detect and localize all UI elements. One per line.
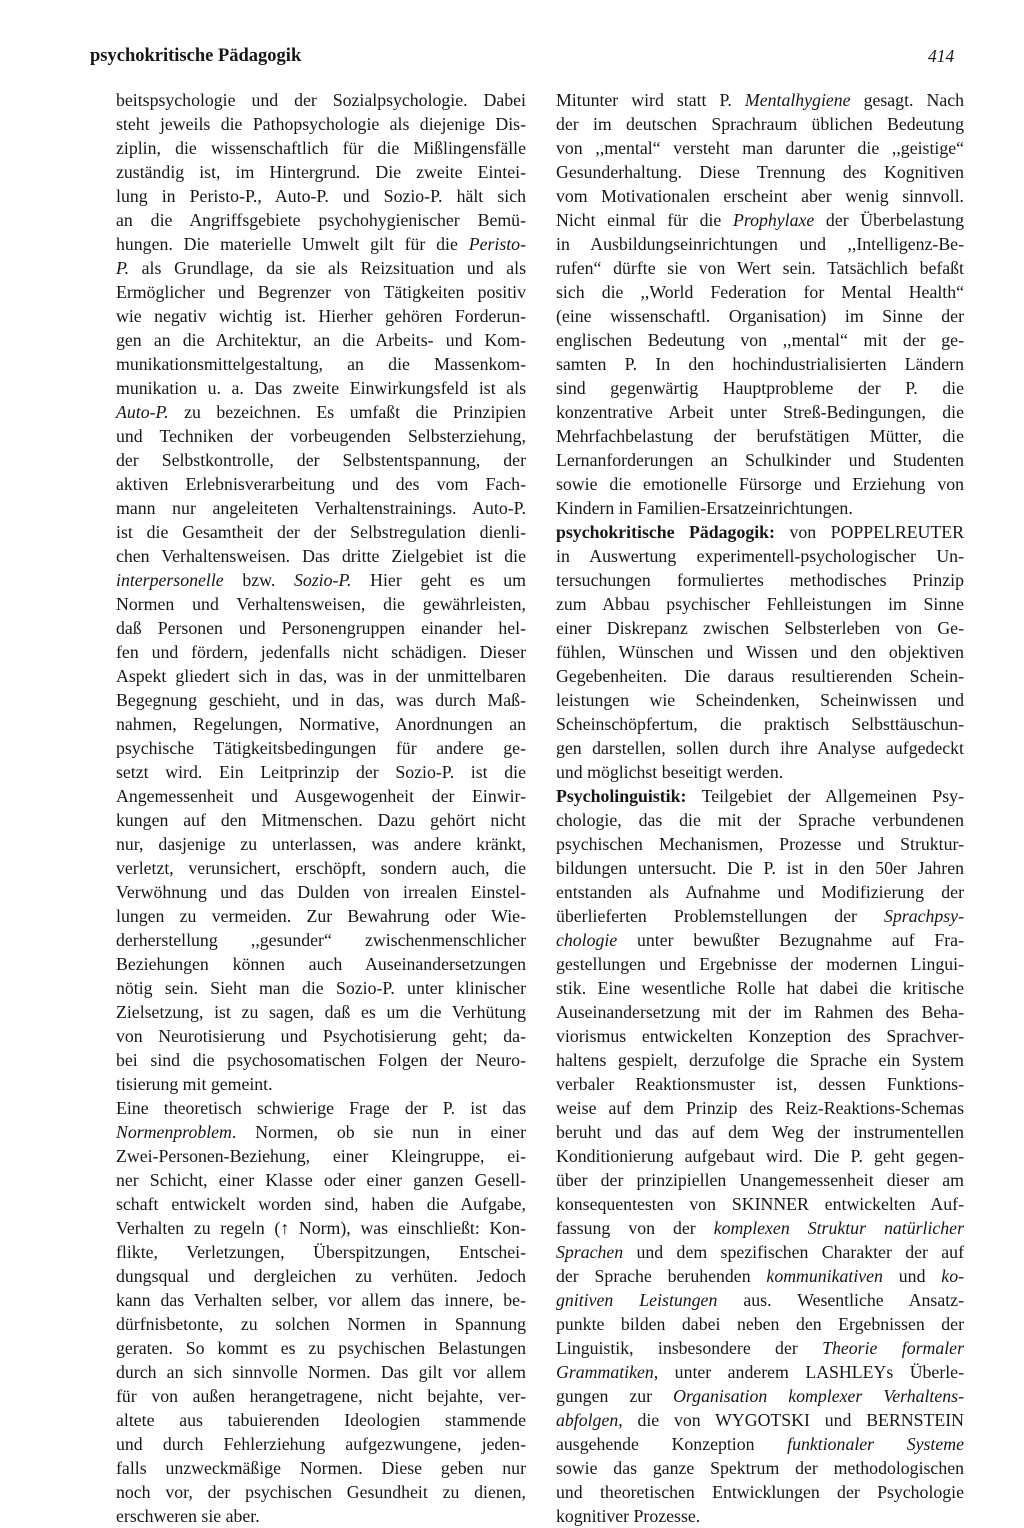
- text-line: [116, 136, 526, 160]
- text-run: kognitiver Prozesse.: [556, 1506, 701, 1526]
- text-run: lung in Peristo-P., Auto-P. und Sozio-P. hält sich: [116, 186, 526, 206]
- text-run: beruht und das auf dem Weg der instrumentellen: [556, 1122, 964, 1142]
- emphasis-text: Auto-P.: [116, 402, 169, 422]
- text-run: einer Diskrepanz zwischen Selbsterleben von Ge-: [556, 618, 964, 638]
- text-run: Scheinschöpfertum, die praktisch Selbsttäuschun-: [556, 714, 964, 734]
- text-line: [116, 1096, 526, 1120]
- text-line: [556, 1312, 964, 1336]
- emphasis-text: Normenproblem: [116, 1122, 232, 1142]
- text-run: chologie, das die mit der Sprache verbundenen: [556, 810, 964, 830]
- text-line: [556, 1168, 964, 1192]
- entry-headword: psychokritische Pädagogik:: [556, 522, 775, 542]
- text-line: [556, 880, 964, 904]
- text-line: [556, 448, 964, 472]
- text-line: [116, 376, 526, 400]
- text-run: dürfnisbetonte, zu solchen Normen in Spannung: [116, 1314, 526, 1334]
- text-run: derherstellung ,,gesunder“ zwischenmenschlicher: [116, 930, 526, 950]
- text-line: [116, 184, 526, 208]
- emphasis-text: P.: [116, 258, 130, 278]
- text-run: psychischen Mechanismen, Prozesse und Struktur-: [556, 834, 964, 854]
- text-run: sind gegenwärtig Hauptprobleme der P. die: [556, 378, 964, 398]
- text-run: und theoretischen Entwicklungen der Psychologie: [556, 1482, 964, 1502]
- text-run: , unter anderem LASHLEYs Überle-: [653, 1362, 964, 1382]
- text-line: [556, 1048, 964, 1072]
- text-line: [116, 1168, 526, 1192]
- emphasis-text: Organisation komplexer Verhaltens-: [673, 1386, 964, 1406]
- text-line: [556, 592, 964, 616]
- text-line: [116, 232, 526, 256]
- text-line: [116, 424, 526, 448]
- text-line: [556, 1336, 964, 1360]
- text-line: [116, 1336, 526, 1360]
- text-run: Mitunter wird statt P.: [556, 90, 745, 110]
- text-line: [116, 1120, 526, 1144]
- text-line: [116, 808, 526, 832]
- text-run: Aspekt gliedert sich in das, was in der unmittelbaren: [116, 666, 526, 686]
- text-run: geraten. So kommt es zu psychischen Belastungen: [116, 1338, 526, 1358]
- text-run: und dem spezifischen Charakter der auf: [623, 1242, 964, 1262]
- text-run: und: [882, 1266, 942, 1286]
- text-line: [556, 160, 964, 184]
- text-run: noch vor, der psychischen Gesundheit zu dienen,: [116, 1482, 526, 1502]
- text-run: Verhalten zu regeln (↑ Norm), was einschließt: Kon-: [116, 1218, 526, 1238]
- text-line: [116, 1264, 526, 1288]
- text-line: [116, 208, 526, 232]
- entry-headword: Psycholinguistik:: [556, 786, 687, 806]
- text-run: Zwei-Personen-Beziehung, einer Kleingruppe, ei-: [116, 1146, 526, 1166]
- text-run: Konditionierung aufgebaut wird. Die P. geht gegen-: [556, 1146, 964, 1166]
- text-line: [556, 136, 964, 160]
- text-run: daß Personen und Personengruppen einander hel-: [116, 618, 526, 638]
- text-run: falls unzweckmäßige Normen. Diese geben nur: [116, 1458, 526, 1478]
- text-line: [116, 664, 526, 688]
- text-line: [116, 1408, 526, 1432]
- text-run: verletzt, verunsichert, erschöpft, sondern auch, die: [116, 858, 526, 878]
- text-run: Kindern in Familien-Ersatzeinrichtungen.: [556, 498, 853, 518]
- text-run: schaft entwickelt worden sind, haben die Aufgabe,: [116, 1194, 526, 1214]
- text-line: [556, 640, 964, 664]
- text-line: [116, 952, 526, 976]
- text-run: konsequentesten von SKINNER entwickelten Auf-: [556, 1194, 964, 1214]
- page-number: 414: [928, 46, 955, 66]
- text-run: der im deutschen Sprachraum üblichen Bedeutung: [556, 114, 964, 134]
- text-run: fühlen, Wünschen und Wissen und den objektiven: [556, 642, 964, 662]
- text-run: wie negativ wichtig ist. Hierher gehören Forderun-: [116, 306, 526, 326]
- text-line: [116, 1432, 526, 1456]
- text-run: an die Angriffsgebiete psychohygienischer Bemü-: [116, 210, 526, 230]
- text-run: haltens gespielt, derzufolge die Sprache ein System: [556, 1050, 964, 1070]
- text-line: [116, 1360, 526, 1384]
- text-run: nur, dasjenige zu unterlassen, was andere kränkt,: [116, 834, 526, 854]
- text-run: von ,,mental“ versteht man darunter die ,,geistige“: [556, 138, 964, 158]
- emphasis-text: Sozio-P.: [293, 570, 352, 590]
- text-run: sich die ,,World Federation for Mental Health“: [556, 282, 964, 302]
- text-line: [556, 928, 964, 952]
- emphasis-text: funktionaler Systeme: [787, 1434, 964, 1454]
- emphasis-text: Mentalhygiene: [744, 90, 851, 110]
- text-line: [116, 736, 526, 760]
- text-line: [556, 1096, 964, 1120]
- text-run: Nicht einmal für die: [556, 210, 733, 230]
- text-line: [556, 208, 964, 232]
- text-line: [556, 88, 964, 112]
- emphasis-text: interpersonelle: [116, 570, 224, 590]
- emphasis-text: Sprachen: [556, 1242, 624, 1262]
- text-line: [556, 1144, 964, 1168]
- text-run: leistungen wie Scheindenken, Scheinwissen und: [556, 690, 964, 710]
- text-run: nötig sein. Sieht man die Sozio-P. unter klinischer: [116, 978, 526, 998]
- text-run: beitspsychologie und der Sozialpsychologie. Dabei: [116, 90, 526, 110]
- text-line: [556, 1456, 964, 1480]
- text-run: kann das Verhalten selber, vor allem das innere, be-: [116, 1290, 526, 1310]
- text-line: [116, 784, 526, 808]
- text-line: [556, 280, 964, 304]
- text-run: und durch Fehlerziehung aufgezwungene, jeden-: [116, 1434, 526, 1454]
- text-run: nahmen, Regelungen, Normative, Anordnungen an: [116, 714, 526, 734]
- text-run: chen Verhaltensweisen. Das dritte Zielgebiet ist die: [116, 546, 526, 566]
- text-line: [556, 1288, 964, 1312]
- text-line: [116, 1192, 526, 1216]
- emphasis-text: komplexen Struktur natürlicher: [713, 1218, 964, 1238]
- text-run: der Sprache beruhenden: [556, 1266, 767, 1286]
- text-run: erschweren sie aber.: [116, 1506, 260, 1526]
- text-run: vom Motivationalen erscheint aber wenig sinnvoll.: [556, 186, 964, 206]
- text-line: [116, 400, 526, 424]
- text-run: Verwöhnung und das Dulden von irrealen Einstel-: [116, 882, 526, 902]
- text-run: ist die Gesamtheit der der Selbstregulation dienli-: [116, 522, 526, 542]
- text-run: ausgehende Konzeption: [556, 1434, 788, 1454]
- text-line: [556, 1264, 964, 1288]
- text-line: [116, 1144, 526, 1168]
- text-line: [116, 1024, 526, 1048]
- text-run: Linguistik, insbesondere der: [556, 1338, 823, 1358]
- text-line: [556, 808, 964, 832]
- text-run: zuständig ist, im Hintergrund. Die zweite Eintei-: [116, 162, 526, 182]
- text-run: , die von WYGOTSKI und BERNSTEIN: [618, 1410, 964, 1430]
- text-line: [556, 736, 964, 760]
- text-run: hungen. Die materielle Umwelt gilt für die: [116, 234, 469, 254]
- text-line: [116, 448, 526, 472]
- text-line: [556, 856, 964, 880]
- text-run: gungen zur: [556, 1386, 674, 1406]
- text-run: bildungen untersucht. Die P. ist in den 50er Jahren: [556, 858, 964, 878]
- emphasis-text: abfolgen: [556, 1410, 619, 1430]
- text-run: verbaler Reaktionsmuster ist, dessen Funktions-: [556, 1074, 964, 1094]
- text-run: zum Abbau psychischer Fehlleistungen im Sinne: [556, 594, 964, 614]
- text-run: entstanden als Aufnahme und Modifizierung der: [556, 882, 964, 902]
- emphasis-text: Prophylaxe: [732, 210, 815, 230]
- text-line: [556, 1240, 964, 1264]
- text-line: [556, 520, 964, 544]
- text-line: [556, 1408, 964, 1432]
- emphasis-text: Sprachpsy-: [884, 906, 964, 926]
- text-run: für von außen herangetragene, nicht bejahte, ver-: [116, 1386, 526, 1406]
- text-run: englischen Bedeutung von ,,mental“ mit der ge-: [556, 330, 964, 350]
- text-run: Auseinandersetzung mit der im Rahmen des Beha-: [556, 1002, 964, 1022]
- text-run: (eine wissenschaftl. Organisation) im Sinne der: [556, 306, 964, 326]
- text-run: Hier geht es um: [351, 570, 526, 590]
- text-run: konzentrative Arbeit unter Streß-Bedingungen, die: [556, 402, 964, 422]
- text-line: [116, 616, 526, 640]
- text-line: [556, 424, 964, 448]
- text-run: und Techniken der vorbeugenden Selbsterziehung,: [116, 426, 526, 446]
- text-line: [556, 712, 964, 736]
- text-line: [116, 1456, 526, 1480]
- text-line: [556, 1120, 964, 1144]
- text-run: sowie die emotionelle Fürsorge und Erziehung von: [556, 474, 964, 494]
- text-line: [116, 112, 526, 136]
- text-run: psychische Tätigkeitsbedingungen für andere ge-: [116, 738, 526, 758]
- text-run: bei sind die psychosomatischen Folgen der Neuro-: [116, 1050, 526, 1070]
- text-line: [116, 592, 526, 616]
- text-line: [116, 688, 526, 712]
- text-run: durch an sich sinnvolle Normen. Das gilt vor allem: [116, 1362, 526, 1382]
- text-line: [556, 184, 964, 208]
- text-line: [116, 568, 526, 592]
- text-line: [556, 1072, 964, 1096]
- text-run: gen darstellen, sollen durch ihre Analyse aufgedeckt: [556, 738, 964, 758]
- text-run: weise auf dem Prinzip des Reiz-Reaktions-Schemas: [556, 1098, 964, 1118]
- text-line: [556, 664, 964, 688]
- text-run: sowie das ganze Spektrum der methodologischen: [556, 1458, 964, 1478]
- text-run: lungen zu vermeiden. Zur Bewahrung oder Wie-: [116, 906, 526, 926]
- text-run: tersuchungen formuliertes methodisches Prinzip: [556, 570, 964, 590]
- text-run: unter bewußter Bezugnahme auf Fra-: [617, 930, 964, 950]
- text-run: Teilgebiet der Allgemeinen Psy-: [686, 786, 964, 806]
- text-line: [116, 760, 526, 784]
- text-run: über der prinzipiellen Unangemessenheit dieser am: [556, 1170, 964, 1190]
- text-line: [116, 856, 526, 880]
- text-run: punkte bilden dabei neben den Ergebnissen der: [556, 1314, 964, 1334]
- text-line: [556, 1192, 964, 1216]
- emphasis-text: Grammatiken: [556, 1362, 654, 1382]
- text-line: [116, 1504, 526, 1528]
- text-run: in Ausbildungseinrichtungen und ,,Intelligenz-Be-: [556, 234, 964, 254]
- text-line: [556, 904, 964, 928]
- text-run: ziplin, die wissenschaftlich für die Mißlingensfälle: [116, 138, 526, 158]
- text-run: steht jeweils die Pathopsychologie als diejenige Dis-: [116, 114, 526, 134]
- text-line: [116, 640, 526, 664]
- text-run: aus. Wesentliche Ansatz-: [717, 1290, 964, 1310]
- text-line: [116, 1048, 526, 1072]
- text-line: [116, 496, 526, 520]
- text-line: [116, 88, 526, 112]
- text-line: [116, 328, 526, 352]
- text-run: munikation u. a. Das zweite Einwirkungsfeld ist als: [116, 378, 526, 398]
- left-text-column: [116, 88, 526, 1528]
- text-run: Mehrfachbelastung der berufstätigen Mütter, die: [556, 426, 964, 446]
- text-run: flikte, Verletzungen, Überspitzungen, Entschei-: [116, 1242, 526, 1262]
- text-line: [556, 1360, 964, 1384]
- text-line: [116, 1240, 526, 1264]
- text-run: der Selbstkontrolle, der Selbstentspannung, der: [116, 450, 526, 470]
- text-run: setzt wird. Ein Leitprinzip der Sozio-P. ist die: [116, 762, 526, 782]
- text-line: [556, 352, 964, 376]
- text-run: ner Schicht, einer Klasse oder einer ganzen Gesell-: [116, 1170, 526, 1190]
- text-run: stik. Eine wesentliche Rolle hat dabei die kritische: [556, 978, 964, 998]
- text-line: [556, 976, 964, 1000]
- text-run: fen und fördern, jedenfalls nicht schädigen. Dieser: [116, 642, 526, 662]
- text-run: munikationsmittelgestaltung, an die Massenkom-: [116, 354, 526, 374]
- text-line: [556, 832, 964, 856]
- text-run: Begegnung geschieht, und in das, was durch Maß-: [116, 690, 526, 710]
- text-line: [116, 904, 526, 928]
- text-line: [116, 472, 526, 496]
- text-line: [116, 1072, 526, 1096]
- text-line: [116, 1288, 526, 1312]
- text-line: [116, 1216, 526, 1240]
- text-line: [556, 616, 964, 640]
- text-run: Angemessenheit und Ausgewogenheit der Einwir-: [116, 786, 526, 806]
- text-line: [556, 496, 964, 520]
- emphasis-text: ko-: [941, 1266, 965, 1286]
- text-run: gen an die Architektur, an die Arbeits- und Kom-: [116, 330, 526, 350]
- text-run: gesagt. Nach: [850, 90, 964, 110]
- text-run: viorismus entwickelten Konzeption des Sprachver-: [556, 1026, 964, 1046]
- running-head: psychokritische Pädagogik: [90, 46, 302, 66]
- text-line: [556, 376, 964, 400]
- text-line: [116, 160, 526, 184]
- text-line: [116, 1384, 526, 1408]
- text-run: zu bezeichnen. Es umfaßt die Prinzipien: [168, 402, 526, 422]
- text-line: [116, 1480, 526, 1504]
- text-run: und möglichst beseitigt werden.: [556, 762, 784, 782]
- text-line: [116, 1000, 526, 1024]
- text-run: Eine theoretisch schwierige Frage der P. ist das: [116, 1098, 526, 1118]
- text-line: [556, 304, 964, 328]
- text-line: [116, 832, 526, 856]
- text-line: [116, 1312, 526, 1336]
- text-line: [556, 1000, 964, 1024]
- text-line: [556, 472, 964, 496]
- emphasis-text: chologie: [556, 930, 618, 950]
- text-run: Beziehungen können auch Auseinandersetzungen: [116, 954, 526, 974]
- emphasis-text: Theorie formaler: [822, 1338, 964, 1358]
- text-run: fassung von der: [556, 1218, 714, 1238]
- text-run: aktiven Erlebnisverarbeitung und des vom Fach-: [116, 474, 526, 494]
- text-line: [556, 952, 964, 976]
- text-line: [556, 256, 964, 280]
- text-line: [556, 1432, 964, 1456]
- text-line: [556, 1384, 964, 1408]
- text-line: [116, 352, 526, 376]
- emphasis-text: gnitiven Leistungen: [556, 1290, 718, 1310]
- text-run: als Grundlage, da sie als Reizsituation und als: [129, 258, 526, 278]
- text-run: mann nur angeleiteten Verhaltenstrainings. Auto-P.: [116, 498, 526, 518]
- text-run: Normen und Verhaltensweisen, die gewährleisten,: [116, 594, 526, 614]
- text-run: Ermöglicher und Begrenzer von Tätigkeiten positiv: [116, 282, 526, 302]
- text-run: bzw.: [223, 570, 294, 590]
- text-line: [116, 880, 526, 904]
- text-line: [116, 928, 526, 952]
- text-line: [556, 568, 964, 592]
- emphasis-text: kommunikativen: [766, 1266, 883, 1286]
- text-line: [116, 280, 526, 304]
- emphasis-text: Peristo-: [468, 234, 526, 254]
- text-line: [116, 520, 526, 544]
- text-run: . Normen, ob sie nun in einer: [231, 1122, 526, 1142]
- text-run: rufen“ dürfte sie von Wert sein. Tatsächlich befaßt: [556, 258, 964, 278]
- text-line: [556, 232, 964, 256]
- text-line: [556, 400, 964, 424]
- text-line: [556, 688, 964, 712]
- text-line: [116, 304, 526, 328]
- text-line: [556, 1216, 964, 1240]
- text-line: [556, 544, 964, 568]
- text-line: [116, 976, 526, 1000]
- text-run: gestellungen und Ergebnisse der modernen Lingui-: [556, 954, 964, 974]
- text-line: [556, 1024, 964, 1048]
- text-line: [116, 712, 526, 736]
- text-run: tisierung mit gemeint.: [116, 1074, 273, 1094]
- text-run: Gesunderhaltung. Diese Trennung des Kognitiven: [556, 162, 964, 182]
- text-run: Gegebenheiten. Die daraus resultierenden Schein-: [556, 666, 964, 686]
- text-run: Zielsetzung, ist zu sagen, daß es um die Verhütung: [116, 1002, 526, 1022]
- text-run: altete aus tabuierenden Ideologien stammende: [116, 1410, 526, 1430]
- text-line: [556, 760, 964, 784]
- text-run: von POPPELREUTER: [774, 522, 964, 542]
- text-line: [116, 256, 526, 280]
- text-line: [116, 544, 526, 568]
- text-line: [556, 1504, 964, 1528]
- text-run: dungsqual und dergleichen zu verhüten. Jedoch: [116, 1266, 526, 1286]
- text-run: der Überbelastung: [814, 210, 964, 230]
- text-run: von Neurotisierung und Psychotisierung geht; da-: [116, 1026, 526, 1046]
- text-run: Lernanforderungen an Schulkinder und Studenten: [556, 450, 964, 470]
- text-run: samten P. In den hochindustrialisierten Ländern: [556, 354, 964, 374]
- text-line: [556, 1480, 964, 1504]
- text-run: kungen auf den Mitmenschen. Dazu gehört nicht: [116, 810, 526, 830]
- text-run: überlieferten Problemstellungen der: [556, 906, 884, 926]
- text-run: in Auswertung experimentell-psychologischer Un-: [556, 546, 964, 566]
- right-text-column: [556, 88, 964, 1528]
- text-line: [556, 784, 964, 808]
- text-line: [556, 112, 964, 136]
- text-line: [556, 328, 964, 352]
